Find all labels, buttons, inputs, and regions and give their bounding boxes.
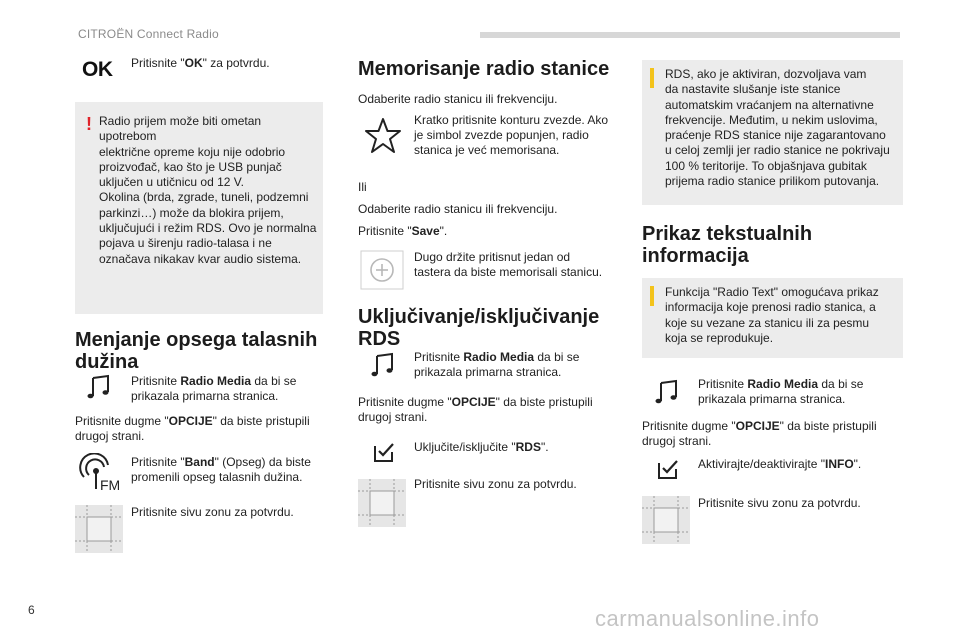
info-note-rds	[642, 60, 903, 205]
checkbox-icon	[372, 440, 396, 464]
save-instruction: Pritisnite "Save".	[358, 224, 448, 238]
step-grey-zone: Pritisnite sivu zonu za potvrdu.	[698, 496, 861, 510]
ok-instruction: Pritisnite "OK" za potvrdu.	[131, 56, 270, 70]
hold-instruction: Dugo držite pritisnut jedan od tastera da biste memorisali stanicu.	[414, 250, 603, 279]
page-number: 6	[28, 603, 35, 617]
music-note-icon	[86, 374, 112, 400]
grey-zone-icon	[358, 479, 406, 527]
music-note-icon	[654, 379, 680, 405]
info-icon	[650, 68, 654, 88]
step-opcije: Pritisnite dugme "OPCIJE" da biste pristupili drugoj strani.	[358, 395, 593, 424]
checkbox-icon	[656, 457, 680, 481]
grey-zone-icon	[642, 496, 690, 544]
step-band: Pritisnite "Band" (Opseg) da biste promenili opseg talasnih dužina.	[131, 455, 311, 484]
section-title-text-info: Prikaz tekstualnih informacija	[642, 223, 813, 267]
preset-plus-icon	[360, 250, 404, 290]
step-grey-zone: Pritisnite sivu zonu za potvrdu.	[131, 505, 294, 519]
step-opcije: Pritisnite dugme "OPCIJE" da biste pristupili drugoj strani.	[642, 419, 877, 448]
step-radio-media: Pritisnite Radio Media da bi se prikazala primarna stranica.	[414, 350, 580, 379]
or-text: Ili	[358, 180, 367, 194]
step-radio-media: Pritisnite Radio Media da bi se prikazala primarna stranica.	[698, 377, 864, 406]
info-note-text: Funkcija "Radio Text" omogućava prikaz informacija koje prenosi radio stanica, a koje su vezane za stanicu ili za pesmu koja se reprodukuje.	[665, 285, 879, 345]
memorize-intro: Odaberite radio stanicu ili frekvenciju.	[358, 92, 558, 106]
memorize-intro-2: Odaberite radio stanicu ili frekvenciju.	[358, 202, 558, 216]
step-radio-media: Pritisnite Radio Media da bi se prikazala primarna stranica.	[131, 374, 297, 403]
music-note-icon	[370, 352, 396, 378]
header-divider-bar	[480, 32, 900, 38]
watermark: carmanualsonline.info	[595, 606, 820, 631]
star-icon	[363, 116, 403, 156]
ok-icon: OK	[82, 58, 113, 81]
step-grey-zone: Pritisnite sivu zonu za potvrdu.	[414, 477, 577, 491]
step-opcije: Pritisnite dugme "OPCIJE" da biste pristupili drugoj strani.	[75, 414, 310, 443]
info-note-text: RDS, ako je aktiviran, dozvoljava vam da nastavite slušanje iste stanice automatskim vraćanjem na alternativne frekvencije. Međutim, u nekim uslovima, praćenje RDS stanice nije zagarantovano u celoj zemlji jer radio stanice ne pokrivaju 100 % teritorije. To objašnjava gubitak prijema radio stanice prilikom putovanja.	[665, 67, 890, 189]
fm-band-icon	[78, 453, 120, 493]
section-title-band: Menjanje opsega talasnih dužina	[75, 329, 318, 373]
info-note-radio-text	[642, 278, 903, 358]
header-title: CITROËN Connect Radio	[78, 27, 219, 41]
section-title-memorize: Memorisanje radio stanice	[358, 58, 610, 80]
exclamation-icon: !	[86, 114, 92, 134]
star-instruction: Kratko pritisnite konturu zvezde. Ako je simbol zvezde popunjen, radio stanica je već memorisana.	[414, 113, 609, 157]
fm-label: FM	[100, 477, 120, 493]
grey-zone-icon	[75, 505, 123, 553]
warning-text: Radio prijem može biti ometan upotrebom električne opreme koju nije odobrio proizvođač, kao što je USB punjač uključen u utičnicu od 12 V. Okolina (brda, zgrade, tuneli, podzemni parkinzi…) može da blokira prijem, uključujući i režim RDS. Ovo je normalna pojava u širenju radio-talasa i ne označava nikakav kvar audio sistema.	[99, 114, 317, 266]
warning-note	[75, 102, 323, 314]
info-icon	[650, 286, 654, 306]
step-info-toggle: Aktivirajte/deaktivirajte "INFO".	[698, 457, 862, 471]
step-rds-toggle: Uključite/isključite "RDS".	[414, 440, 549, 454]
section-title-rds: Uključivanje/isključivanje RDS	[358, 306, 600, 350]
